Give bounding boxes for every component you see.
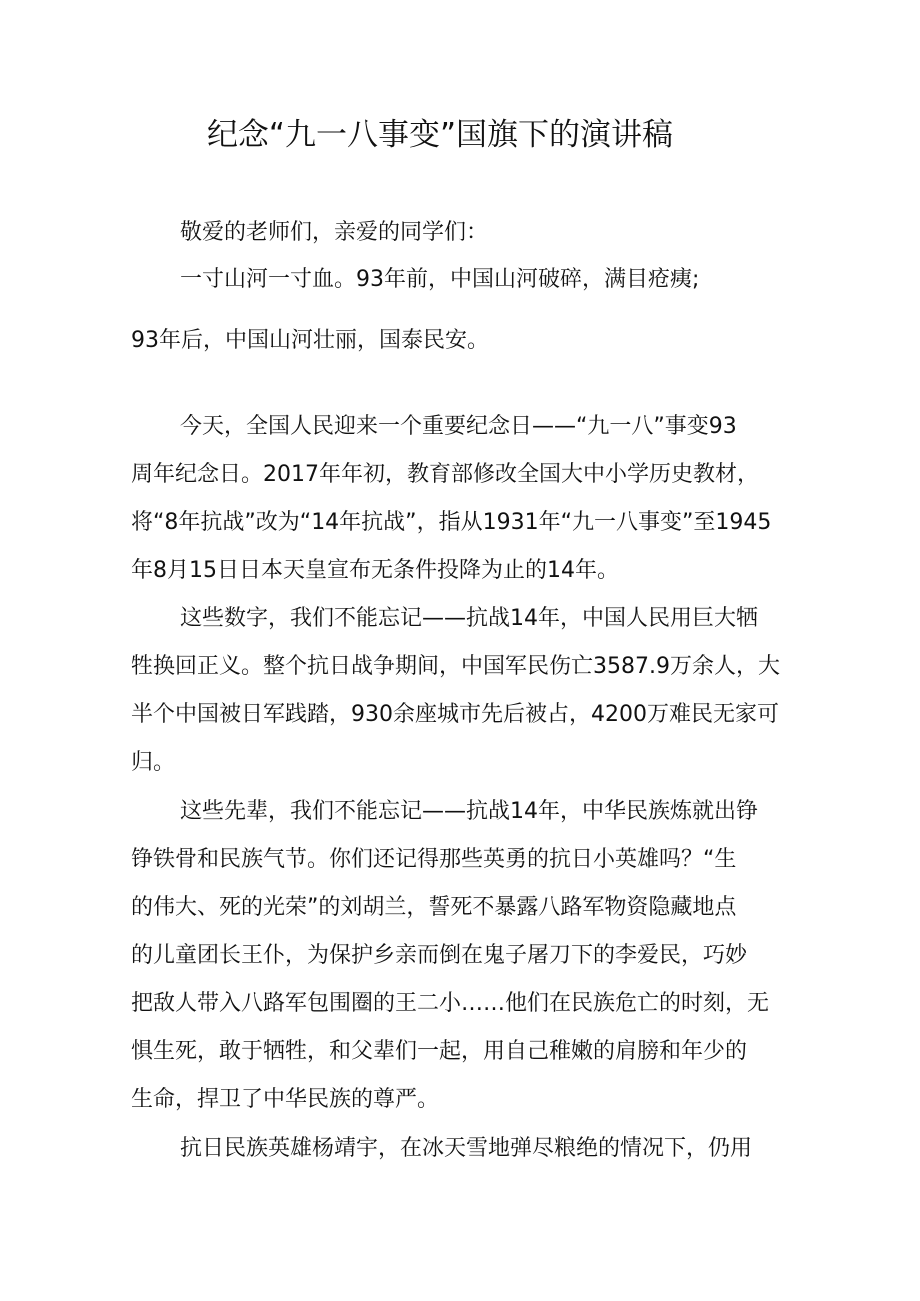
- body-line: 这些数字，我们不能忘记——抗战14年，中国人民用巨大牺: [180, 606, 758, 631]
- body-line: 惧生死，敢于牺牲，和父辈们一起，用自己稚嫩的肩膀和年少的: [131, 1039, 748, 1064]
- body-line: 一寸山河一寸血。93年前，中国山河破碎，满目疮痍;: [180, 267, 700, 292]
- body-line: 今天，全国人民迎来一个重要纪念日——“九一八”事变93: [180, 414, 737, 439]
- body-line: 牲换回正义。整个抗日战争期间，中国军民伤亡3587.9万余人，大: [131, 654, 780, 679]
- body-line: 93年后，中国山河壮丽，国泰民安。: [131, 328, 489, 353]
- body-line: 抗日民族英雄杨靖宇，在冰天雪地弹尽粮绝的情况下，仍用: [180, 1136, 753, 1161]
- body-line: 这些先辈，我们不能忘记——抗战14年，中华民族炼就出铮: [180, 799, 758, 824]
- body-line: 把敌人带入八路军包围圈的王二小……他们在民族危亡的时刻，无: [131, 991, 770, 1016]
- speech-title: 纪念“九一八事变”国旗下的演讲稿: [206, 117, 674, 153]
- body-line: 周年纪念日。2017年年初，教育部修改全国大中小学历史教材，: [131, 462, 759, 487]
- body-line: 半个中国被日军践踏，930余座城市先后被占，4200万难民无家可: [131, 702, 779, 727]
- body-line: 将“8年抗战”改为“14年抗战”，指从1931年“九一八事变”至1945: [131, 510, 772, 535]
- body-line: 铮铁骨和民族气节。你们还记得那些英勇的抗日小英雄吗？“生: [131, 847, 737, 872]
- body-line: 归。: [131, 750, 176, 775]
- body-line: 生命，捍卫了中华民族的尊严。: [131, 1087, 440, 1112]
- body-line: 的儿童团长王仆，为保护乡亲而倒在鬼子屠刀下的李爱民，巧妙: [131, 943, 748, 968]
- body-line: 年8月15日日本天皇宣布无条件投降为止的14年。: [131, 558, 619, 583]
- body-line: 的伟大、死的光荣”的刘胡兰，誓死不暴露八路军物资隐藏地点: [131, 895, 737, 920]
- salutation-line: 敬爱的老师们，亲爱的同学们：: [180, 220, 489, 245]
